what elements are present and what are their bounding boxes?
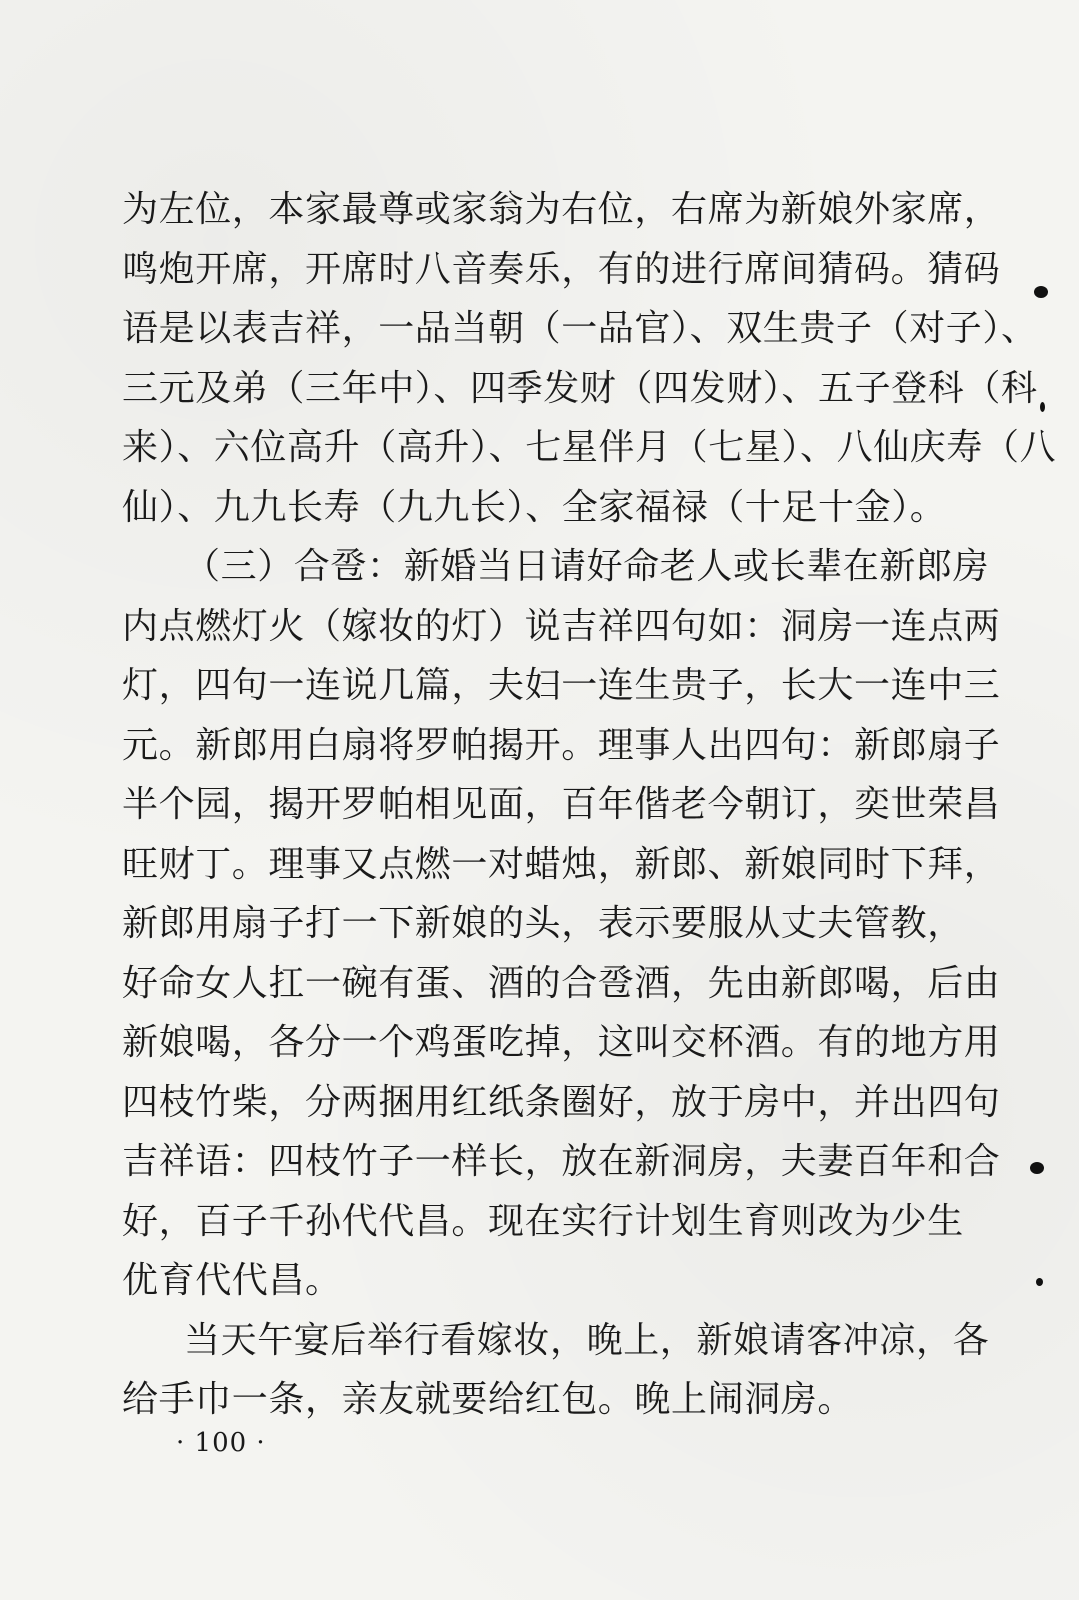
text-line: 好命女人扛一碗有蛋、酒的合卺酒，先由新郎喝，后由 xyxy=(122,962,1001,1004)
text-line: 鸣炮开席，开席时八音奏乐，有的进行席间猜码。猜码 xyxy=(122,248,1001,290)
page-number: · 100 · xyxy=(176,1428,266,1458)
text-line: 内点燃灯火（嫁妆的灯）说吉祥四句如：洞房一连点两 xyxy=(122,605,1001,647)
text-line: 给手巾一条，亲友就要给红包。晚上闹洞房。 xyxy=(122,1379,855,1420)
text-line: （三）合卺：新婚当日请好命老人或长辈在新郎房 xyxy=(184,546,990,587)
text-line: 新郎用扇子打一下新娘的头，表示要服从丈夫管教， xyxy=(122,903,964,944)
text-line: 新娘喝，各分一个鸡蛋吃掉，这叫交杯酒。有的地方用 xyxy=(122,1022,1001,1063)
text-line: 四枝竹柴，分两捆用红纸条圈好，放于房中，并出四句 xyxy=(122,1081,1001,1123)
scan-speck xyxy=(1034,286,1048,298)
text-line: 吉祥语：四枝竹子一样长，放在新洞房，夫妻百年和合 xyxy=(122,1141,1001,1182)
body-text xyxy=(122,180,1057,1430)
scan-speck xyxy=(1040,402,1045,412)
text-line: 来）、六位高升（高升）、七星伴月（七星）、八仙庆寿（八 xyxy=(122,427,1057,468)
text-line: 旺财丁。理事又点燃一对蜡烛，新郎、新娘同时下拜， xyxy=(122,843,1001,885)
text-line: 当天午宴后举行看嫁妆，晚上，新娘请客冲凉，各 xyxy=(184,1319,990,1361)
text-line: 灯，四句一连说几篇，夫妇一连生贵子，长大一连中三 xyxy=(122,665,1001,706)
scan-speck xyxy=(1030,1162,1044,1174)
text-line: 元。新郎用白扇将罗帕揭开。理事人出四句：新郎扇子 xyxy=(122,724,1001,766)
text-line: 语是以表吉祥，一品当朝（一品官）、双生贵子（对子）、 xyxy=(122,308,1038,349)
scan-speck xyxy=(1036,1278,1043,1286)
text-line: 仙）、九九长寿（九九长）、全家福禄（十足十金）。 xyxy=(122,486,947,528)
text-line: 三元及弟（三年中）、四季发财（四发财）、五子登科（科 xyxy=(122,367,1038,409)
text-line: 优育代代昌。 xyxy=(122,1260,342,1301)
text-line: 为左位，本家最尊或家翁为右位，右席为新娘外家席， xyxy=(122,189,1001,230)
text-line: 半个园，揭开罗帕相见面，百年偕老今朝订，奕世荣昌 xyxy=(122,784,1001,825)
text-line: 好，百子千孙代代昌。现在实行计划生育则改为少生 xyxy=(122,1200,964,1242)
